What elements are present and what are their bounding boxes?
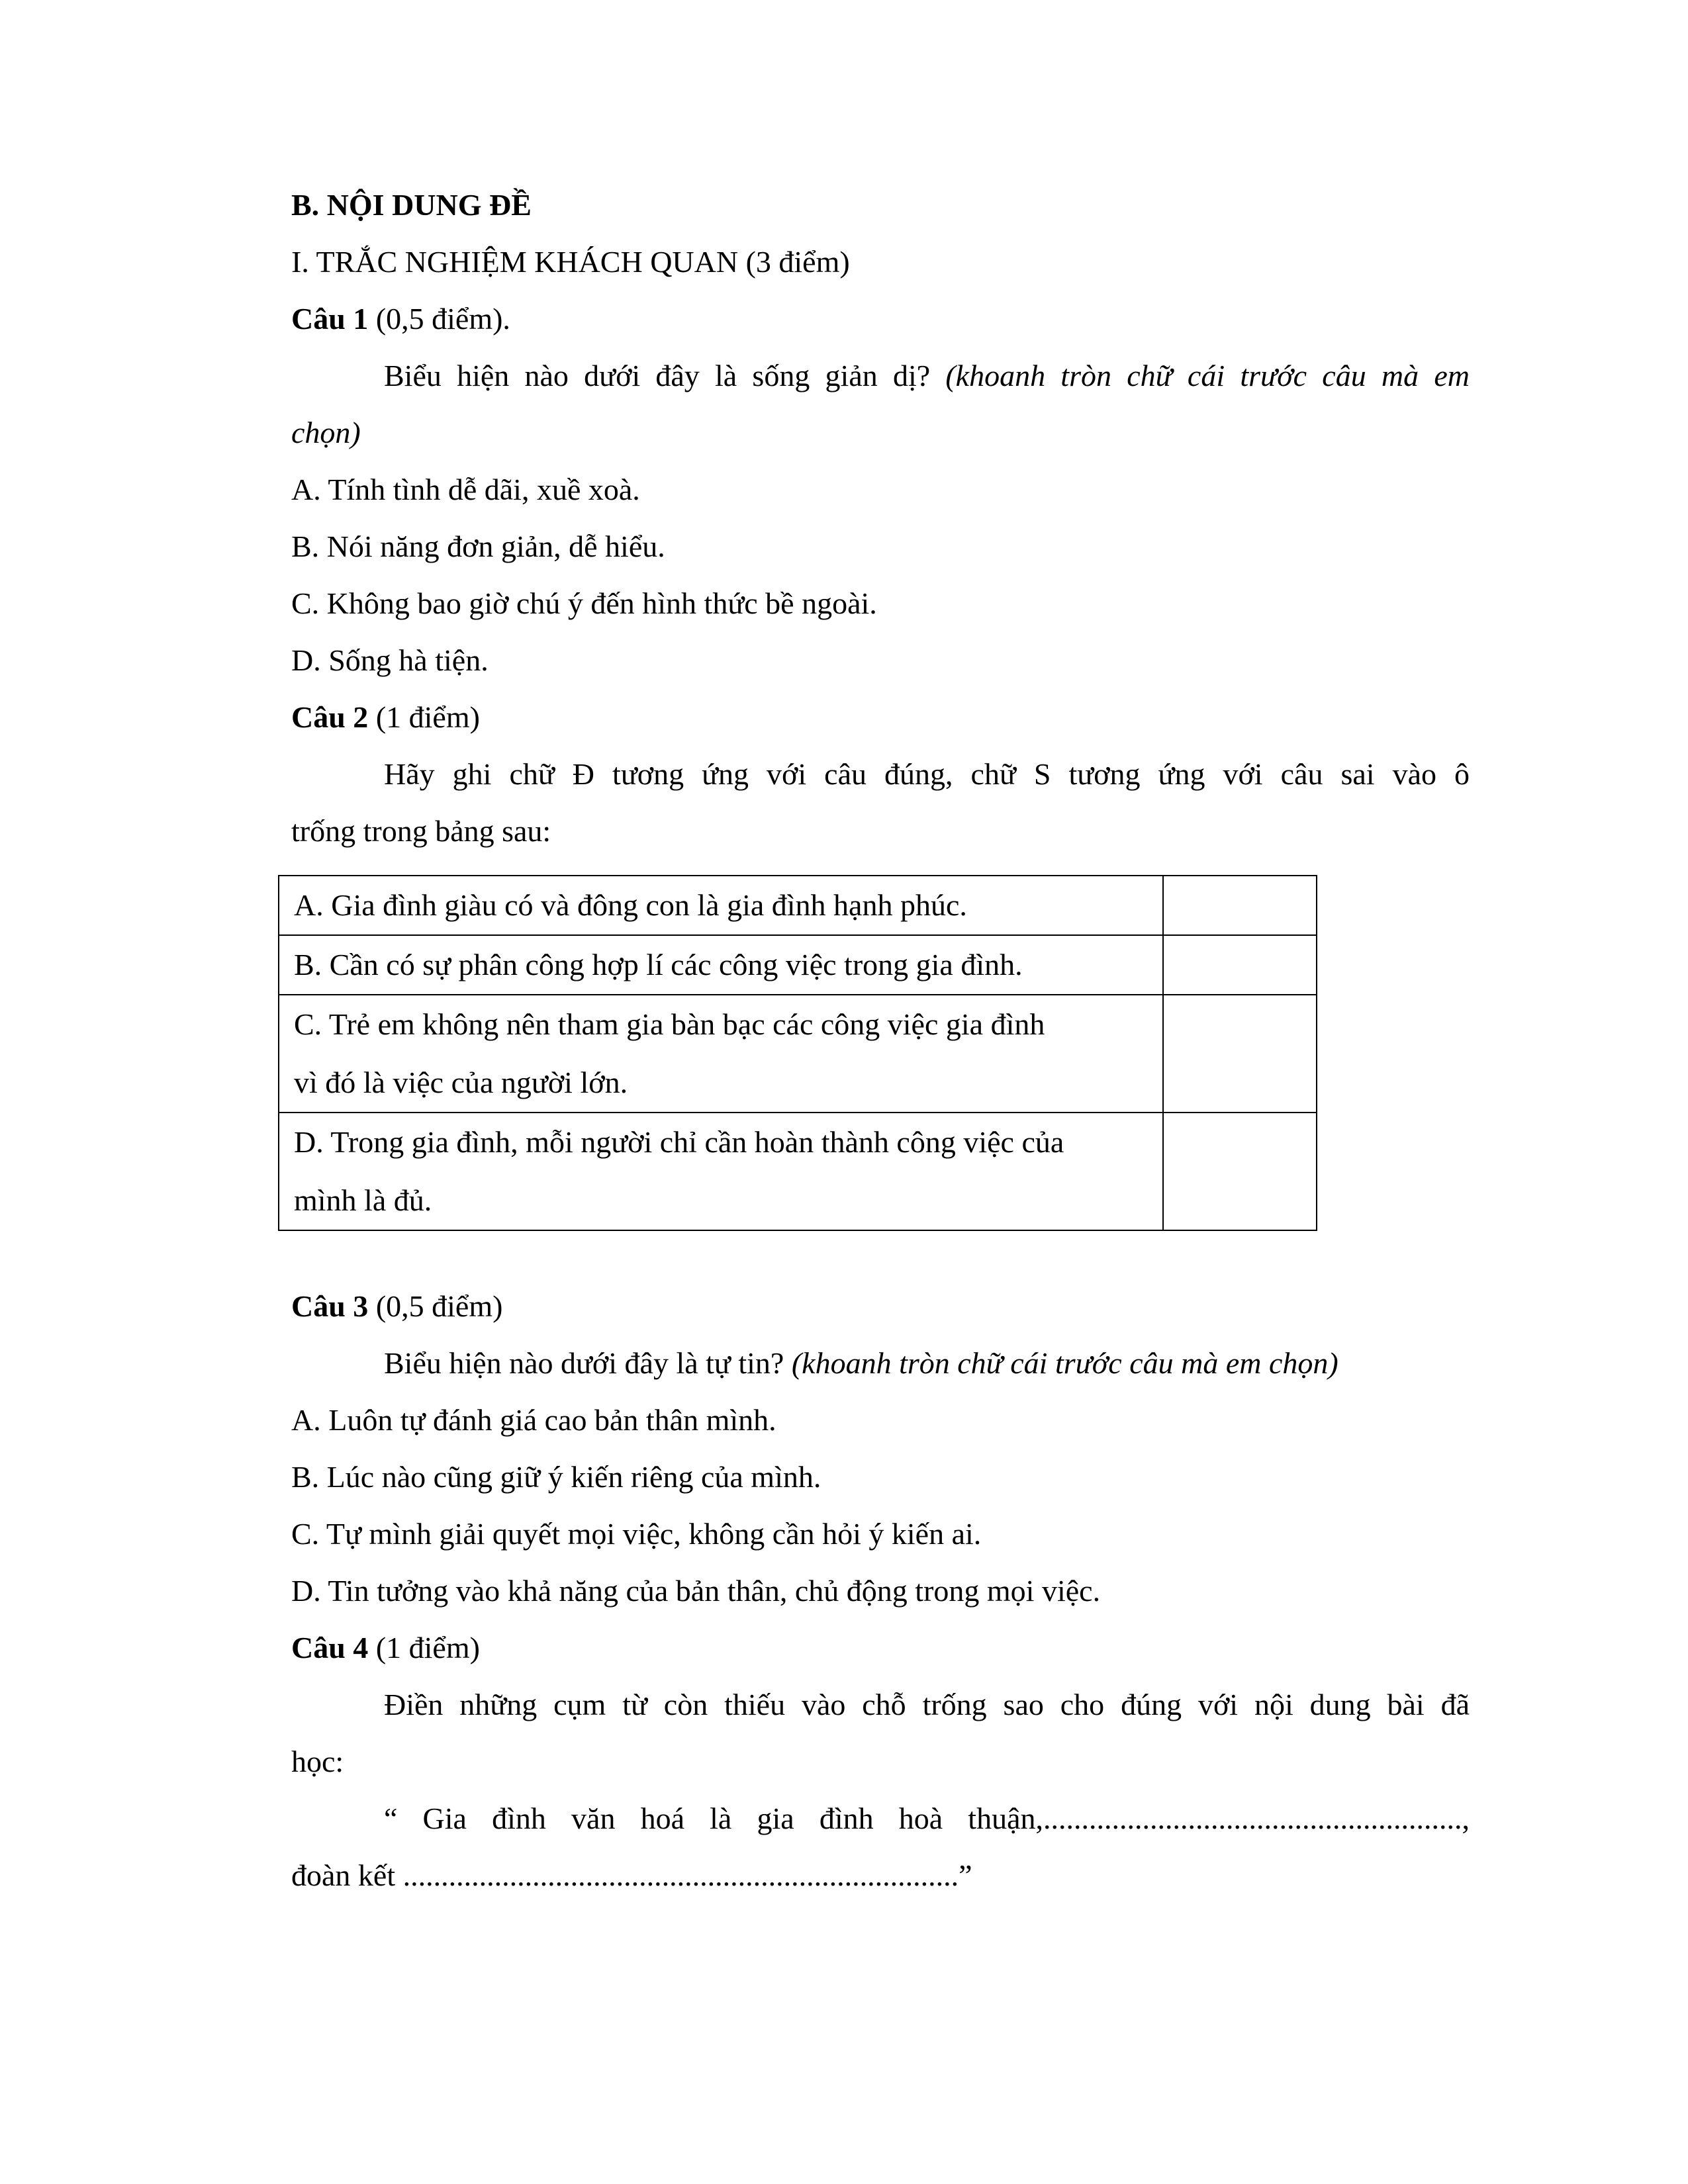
section-title: B. NỘI DUNG ĐỀ <box>291 188 532 222</box>
q1-prompt-line2: chọn) <box>291 416 361 449</box>
statement-a: A. Gia đình giàu có và đông con là gia đình hạnh phúc. <box>279 876 1163 935</box>
table-row <box>279 876 1317 935</box>
q3-option-d[interactable]: D. Tin tưởng vào khả năng của bản thân, chủ động trong mọi việc. <box>291 1574 1101 1608</box>
q1-prompt-line1 <box>384 356 1470 396</box>
q1-option-b[interactable]: B. Nói năng đơn giản, dễ hiểu. <box>291 529 665 563</box>
q2-label: Câu 2 <box>291 700 369 734</box>
q1-points: (0,5 điểm). <box>368 302 510 336</box>
table-row <box>279 1113 1317 1230</box>
q2-heading <box>291 698 1470 737</box>
q4-fill-line1[interactable]: “ Gia đình văn hoá là gia đình hoà thuận,......................................................., <box>384 1801 1470 1835</box>
table-row <box>279 935 1317 995</box>
q4-heading <box>291 1628 1470 1668</box>
q3-prompt-line <box>384 1343 1470 1383</box>
q1-label: Câu 1 <box>291 302 369 336</box>
q2-points: (1 điểm) <box>368 700 480 734</box>
q4-points: (1 điểm) <box>368 1631 480 1664</box>
statement-b: B. Cần có sự phân công hợp lí các công việc trong gia đình. <box>279 935 1163 995</box>
q3-instruction: (khoanh tròn chữ cái trước câu mà em chọn) <box>791 1346 1338 1380</box>
q1-option-c[interactable]: C. Không bao giờ chú ý đến hình thức bề ngoài. <box>291 586 877 620</box>
q4-prompt-line1: Điền những cụm từ còn thiếu vào chỗ trống sao cho đúng với nội dung bài đã <box>384 1688 1470 1721</box>
q3-option-c[interactable]: C. Tự mình giải quyết mọi việc, không cần hỏi ý kiến ai. <box>291 1517 982 1551</box>
q1-heading <box>291 299 1470 339</box>
answer-box-a[interactable] <box>1163 876 1317 935</box>
q3-points: (0,5 điểm) <box>368 1289 503 1323</box>
q3-prompt: Biểu hiện nào dưới đây là tự tin? <box>384 1346 792 1380</box>
q2-prompt-line1: Hãy ghi chữ Đ tương ứng với câu đúng, chữ S tương ứng với câu sai vào ô <box>384 757 1470 791</box>
q3-option-b[interactable]: B. Lúc nào cũng giữ ý kiến riêng của mình. <box>291 1460 821 1494</box>
answer-box-b[interactable] <box>1163 935 1317 995</box>
answer-box-d[interactable] <box>1163 1113 1317 1230</box>
q4-fill-line2[interactable]: đoàn kết .........................................................................” <box>291 1858 972 1892</box>
q3-heading <box>291 1287 1470 1326</box>
q3-label: Câu 3 <box>291 1289 369 1323</box>
table-row <box>279 995 1317 1113</box>
part1-title: I. TRẮC NGHIỆM KHÁCH QUAN (3 điểm) <box>291 245 850 279</box>
q1-option-a[interactable]: A. Tính tình dễ dãi, xuề xoà. <box>291 473 640 506</box>
q4-label: Câu 4 <box>291 1631 369 1664</box>
answer-box-c[interactable] <box>1163 995 1317 1113</box>
statement-d: D. Trong gia đình, mỗi người chỉ cần hoàn thành công việc của mình là đủ. <box>279 1113 1163 1230</box>
q1-option-d[interactable]: D. Sống hà tiện. <box>291 643 489 677</box>
q4-prompt-line2: học: <box>291 1745 344 1778</box>
q2-prompt-line2: trống trong bảng sau: <box>291 814 551 848</box>
statement-c: C. Trẻ em không nên tham gia bàn bạc các công việc gia đình vì đó là việc của người lớn. <box>279 995 1163 1113</box>
q1-prompt: Biểu hiện nào dưới đây là sống giản dị? <box>384 359 946 392</box>
q3-option-a[interactable]: A. Luôn tự đánh giá cao bản thân mình. <box>291 1403 776 1437</box>
true-false-table <box>278 875 1317 1231</box>
q1-instruction: (khoanh tròn chữ cái trước câu mà em <box>945 359 1470 392</box>
